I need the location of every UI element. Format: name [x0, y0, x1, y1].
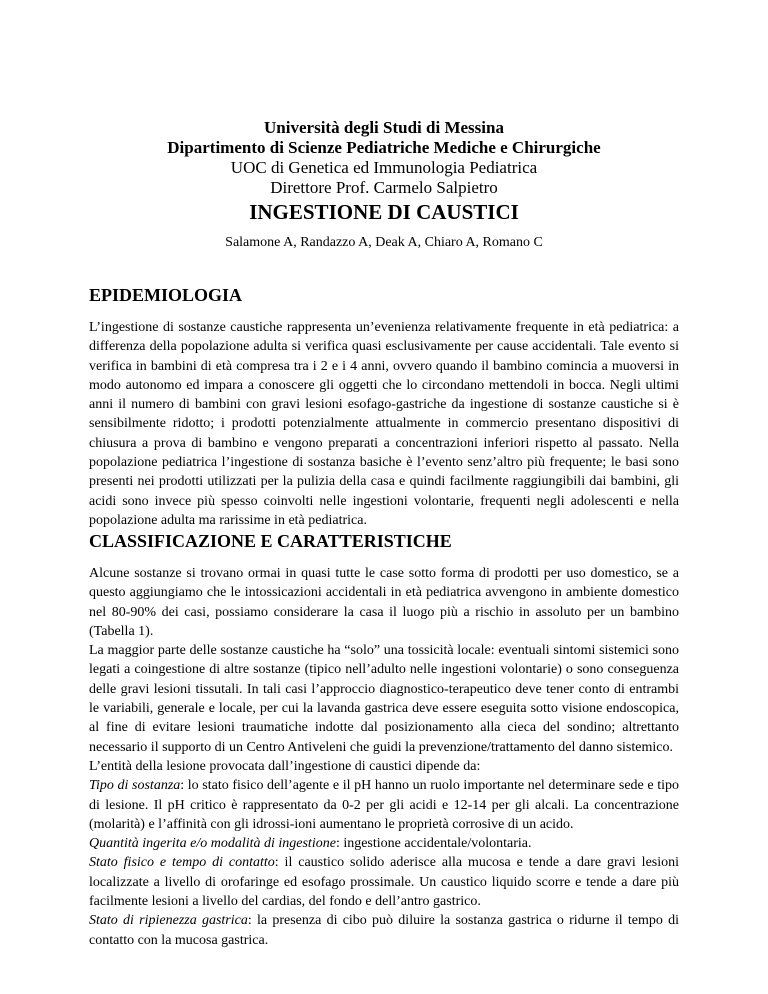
list-item-text: : il caustico solido aderisce alla mucosa e tende a dare gravi lesioni localizzate a livello di orofaringe ed esofago prossimale. Un caustico liquido scorre e tende a dare più facilmente lesioni a livello del cardias, del fondo e dell’antro gastrico. [89, 855, 680, 910]
university-name: Università degli Studi di Messina [264, 118, 504, 137]
section-body-epidemiology [89, 318, 679, 530]
list-item-term: Tipo di sostanza [89, 778, 181, 794]
paragraph: La maggior parte delle sostanze caustiche ha “solo” una tossicità locale: eventuali sintomi sistemici sono legati a coingestione di altre sostanze (tipico nell’adulto nelle ingestioni volontarie) o sono conseguenza delle gravi lesioni tissutali. In tali casi l’approccio diagnostico-terapeutico deve tener conto di entrambi le variabili, generale e locale, per cui la lavanda gastrica deve essere eseguita sotto visione endoscopica, al fine di evitare lesioni traumatiche indotte dal posizionamento alla cieca del sondino; altrettanto necessario il supporto di un Centro Antiveleni che guidi la prevenzione/trattamento del danno sistemico. [89, 643, 679, 755]
list-item [89, 911, 679, 950]
list-item-term: Quantità ingerita e/o modalità di ingestione [89, 836, 336, 852]
paragraph: L’ingestione di sostanze caustiche rappresenta un’evenienza relativamente frequente in età pediatrica: a differenza della popolazione adulta si verifica quasi esclusivamente per cause accidentali. Tale evento si verifica in bambini di età compresa tra i 2 e i 4 anni, ovvero quando il bambino comincia a muoversi in modo autonomo ed impara a conoscere gli oggetti che lo circondano mettendoli in bocca. Negli ultimi anni il numero di bambini con gravi lesioni esofago-gastriche da ingestione di sostanze caustiche si è sensibilmente ridotto; i prodotti potenzialmente attualmente in commercio presentano dispositivi di chiusura a prova di bambino e vengono preparati a concentrazioni inferiori rispetto al passato. Nella popolazione pediatrica l’ingestione di sostanza basiche è l’evento senz’altro più frequente; le basi sono presenti nei prodotti utilizzati per la pulizia della casa e quindi facilmente raggiungibili dai bambini, gli acidi sono invece più spesso coinvolti nelle ingestioni volontarie, frequenti negli adolescenti e nella popolazione adulta ma rarissime in età pediatrica. [89, 320, 679, 528]
list-item [89, 776, 679, 834]
list-item-text: : lo stato fisico dell’agente e il pH hanno un ruolo importante nel determinare sede e tipo di lesione. Il pH critico è rappresentato da 0-2 per gli acidi e 12-14 per gli alcali. La concentrazione (molarità) e l’affinità con gli idrossi-ioni aumentano le proprietà corrosive di un acido. [89, 778, 679, 832]
section-heading-classification: CLASSIFICAZIONE E CARATTERISTICHE [89, 531, 452, 551]
paragraph: L’entità della lesione provocata dall’ingestione di caustici dipende da: [89, 758, 481, 774]
section-body-classification [89, 564, 679, 950]
document-title: INGESTIONE DI CAUSTICI [249, 200, 519, 224]
paragraph: Alcune sostanze si trovano ormai in quasi tutte le case sotto forma di prodotti per uso domestico, se a questo aggiungiamo che le intossicazioni accidentali in età pediatrica avvengono in ambiente domestico nel 80-90% dei casi, possiamo considerare la casa il luogo più a rischio in assoluto per un bambino (Tabella 1). [89, 566, 679, 639]
author-list: Salamone A, Randazzo A, Deak A, Chiaro A, Romano C [225, 235, 543, 250]
list-item-text: : ingestione accidentale/volontaria. [335, 836, 532, 852]
list-item-text: : la presenza di cibo può diluire la sostanza gastrica o ridurne il tempo di contatto con la mucosa gastrica. [89, 913, 679, 948]
department-name: Dipartimento di Scienze Pediatriche Mediche e Chirurgiche [167, 138, 601, 157]
unit-name: UOC di Genetica ed Immunologia Pediatrica [230, 158, 538, 177]
list-item [89, 853, 679, 911]
director-name: Direttore Prof. Carmelo Salpietro [270, 178, 498, 197]
list-item-term: Stato di ripienezza gastrica [89, 913, 248, 929]
list-item-term: Stato fisico e tempo di contatto [89, 855, 275, 871]
list-item [89, 834, 679, 853]
section-heading-epidemiology: EPIDEMIOLOGIA [89, 285, 243, 305]
